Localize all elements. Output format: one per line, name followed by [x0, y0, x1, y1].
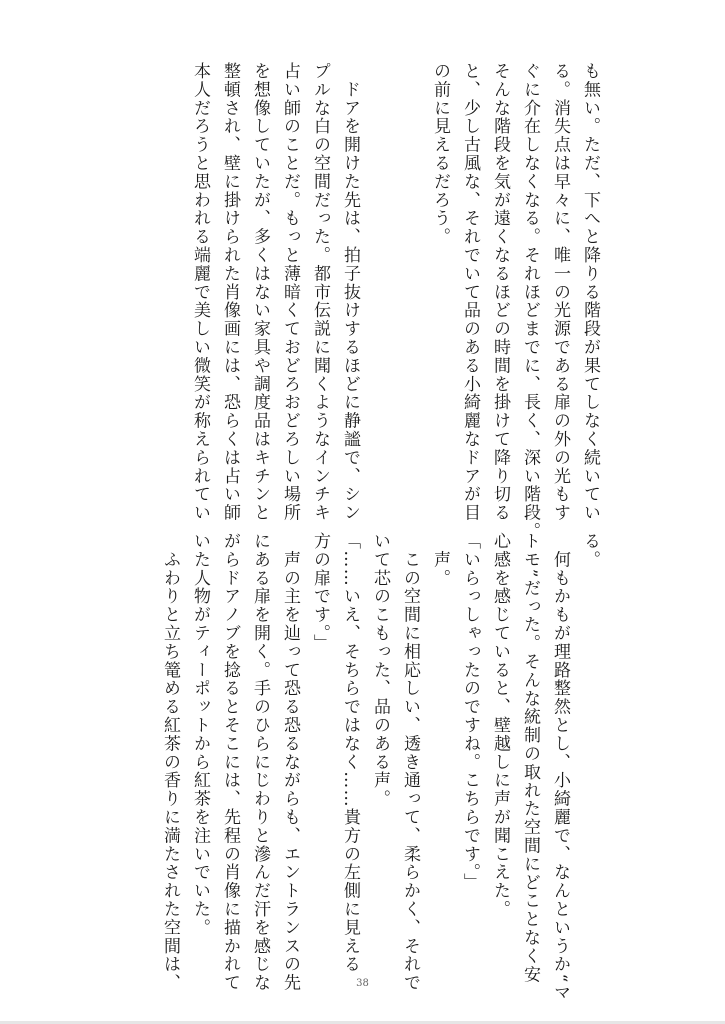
text-line: 占い師のことだ。もっと薄暗くておどろおどろしい場所	[280, 62, 300, 522]
text-line: そんな階段を気が遠くなるほどの時間を掛けて降り切る	[490, 62, 510, 522]
text-line: 心感を感じていると、壁越しに声が聞こえた。	[490, 532, 510, 919]
text-line: 本人だろうと思われる端麗で美しい微笑が称えられてい	[190, 62, 210, 522]
text-line: ふわりと立ち篭める紅茶の香りに満たされた空間は、	[160, 532, 180, 992]
page-number: 38	[356, 978, 369, 989]
text-line: 「……いえ、そちらではなく……貴方の左側に見える	[340, 532, 360, 974]
text-line: と、少し古風な、それでいて品のある小綺麗なドアが目	[460, 62, 480, 522]
text-line: 整頓され、壁に掛けられた肖像画には、恐らくは占い師	[220, 62, 240, 522]
text-line: にある扉を開く。手のひらにじわりと滲んだ汗を感じな	[250, 532, 270, 992]
text-line: ドアを開けた先は、拍子抜けするほどに静謐で、シン	[340, 62, 360, 522]
text-line: 何もかもが理路整然とし、小綺麗で、なんというか“マ	[550, 532, 570, 1003]
text-line: 方の扉です。」	[310, 532, 330, 653]
text-line: 声の主を辿って恐る恐るながらも、エントランスの先	[280, 532, 300, 992]
text-line: る。	[580, 532, 600, 569]
text-block-upper	[185, 62, 605, 541]
text-line: も無い。ただ、下へと降りる階段が果てしなく続いてい	[580, 62, 600, 522]
text-line: いた人物がティーポットから紅茶を注いでいた。	[190, 532, 210, 937]
text-line: を想像していたが、多くはない家具や調度品はキチンと	[250, 62, 270, 522]
text-line: いて芯のこもった、品のある声。	[370, 532, 390, 808]
text-line: この空間に相応しい、透き通って、柔らかく、それで	[400, 532, 420, 992]
text-line	[365, 62, 395, 502]
text-line	[395, 62, 425, 502]
text-line: の前に見えるだろう。	[430, 62, 450, 246]
text-line: る。消失点は早々に、唯一の光源である扉の外の光もす	[550, 62, 570, 522]
text-line: ぐに介在しなくなる。それほどまでに、長く、深い階段。	[520, 62, 540, 541]
text-line: 声。	[430, 532, 450, 588]
text-line: がらドアノブを捻るとそこには、先程の肖像に描かれて	[220, 532, 240, 992]
text-line: プルな白の空間だった。都市伝説に聞くようなインチキ	[310, 62, 330, 522]
text-line: トモ”だった。そんな統制の取れた空間にどことなく安	[520, 532, 540, 984]
text-line: 「いらっしゃったのですね。こちらです。」	[460, 532, 480, 892]
